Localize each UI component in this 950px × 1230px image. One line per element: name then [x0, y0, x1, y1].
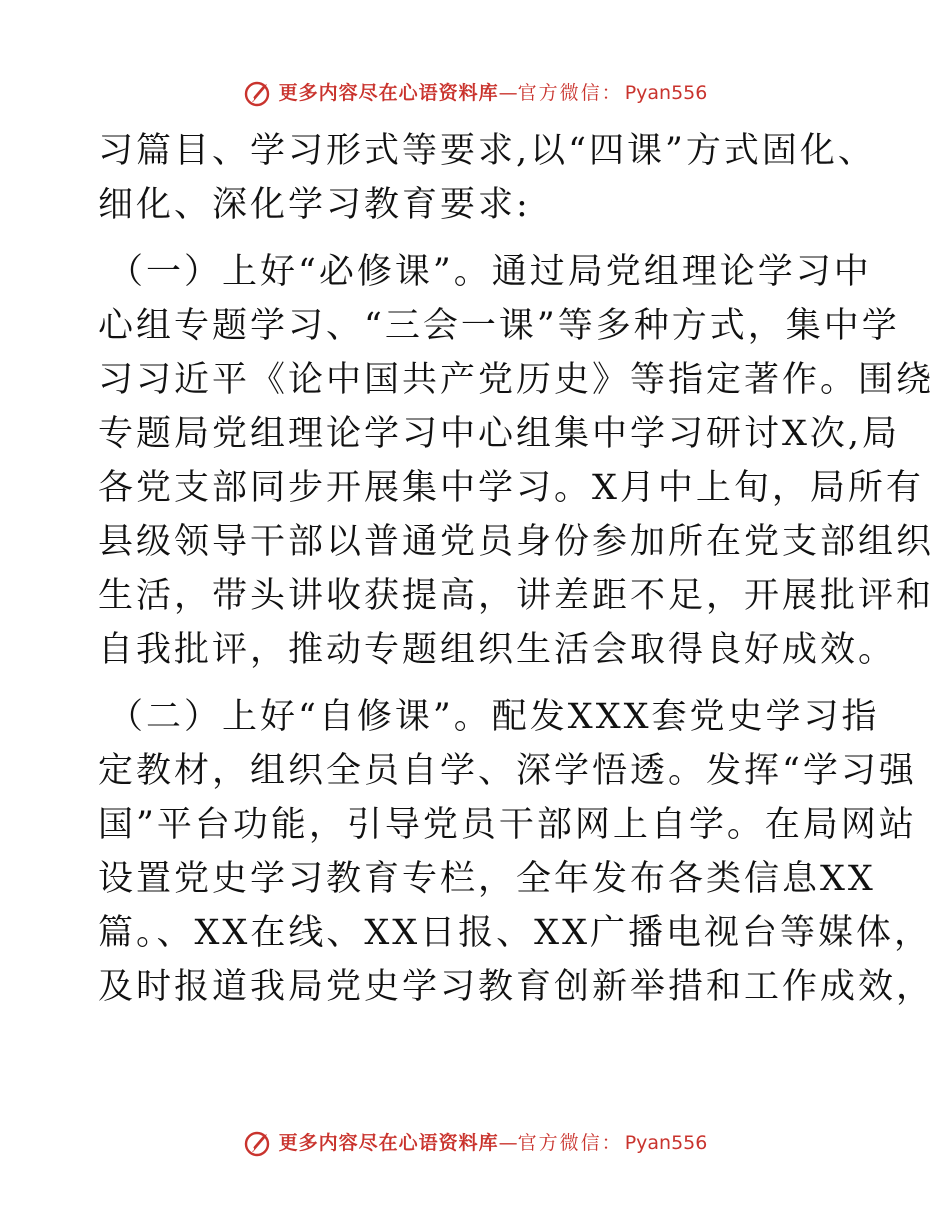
document-body	[98, 124, 935, 1014]
header-banner	[0, 78, 950, 108]
pen-nib-logo-icon	[243, 78, 273, 108]
paragraph-intro	[98, 124, 876, 232]
text-line: 及时报道我局党史学习教育创新举措和工作成效，	[98, 967, 935, 1007]
banner-text: 更多内容尽在心语资料库	[278, 1131, 499, 1154]
text-line: 自我批评，推动专题组织生活会取得良好成效。	[98, 630, 897, 670]
text-line: 设置党史学习教育专栏，全年发布各类信息XX	[98, 859, 876, 899]
footer-banner	[0, 1128, 950, 1158]
text-line: 生活，带头讲收获提高，讲差距不足，开展批评和	[98, 576, 935, 616]
banner-text: 更多内容尽在心语资料库	[278, 81, 499, 104]
banner-label: 官方微信：	[517, 81, 623, 104]
banner-wechat-id: Pyan556	[624, 81, 708, 104]
text-line: 心组专题学习、“三会一课”等多种方式，集中学	[98, 306, 900, 346]
banner-dash: —	[498, 1131, 518, 1154]
text-line: 习篇目、学习形式等要求,以“四课”方式固化、	[98, 131, 876, 171]
text-line: 习习近平《论中国共产党历史》等指定著作。围绕	[98, 360, 935, 400]
banner-label: 官方微信：	[517, 1131, 623, 1154]
paragraph-self-study-course	[98, 690, 935, 1014]
text-line: 国”平台功能，引导党员干部网上自学。在局网站	[98, 805, 917, 845]
banner-wechat-id: Pyan556	[624, 1131, 708, 1154]
text-line: 定教材，组织全员自学、深学悟透。发挥“学习强	[98, 751, 917, 791]
text-line: 专题局党组理论学习中心组集中学习研讨X次,局	[98, 414, 901, 454]
text-line: 县级领导干部以普通党员身份参加所在党支部组织	[98, 522, 935, 562]
pen-nib-logo-icon	[243, 1128, 273, 1158]
paragraph-required-course	[98, 245, 935, 677]
text-line: （二）上好“自修课”。配发XXX套党史学习指	[108, 697, 880, 737]
text-line: （一）上好“必修课”。通过局党组理论学习中	[108, 252, 872, 292]
text-line: 各党支部同步开展集中学习。X月中上旬，局所有	[98, 468, 924, 508]
banner-dash: —	[498, 81, 518, 104]
text-line: 篇。、XX在线、XX日报、XX广播电视台等媒体，	[98, 913, 933, 953]
text-line: 细化、深化学习教育要求:	[98, 185, 531, 225]
